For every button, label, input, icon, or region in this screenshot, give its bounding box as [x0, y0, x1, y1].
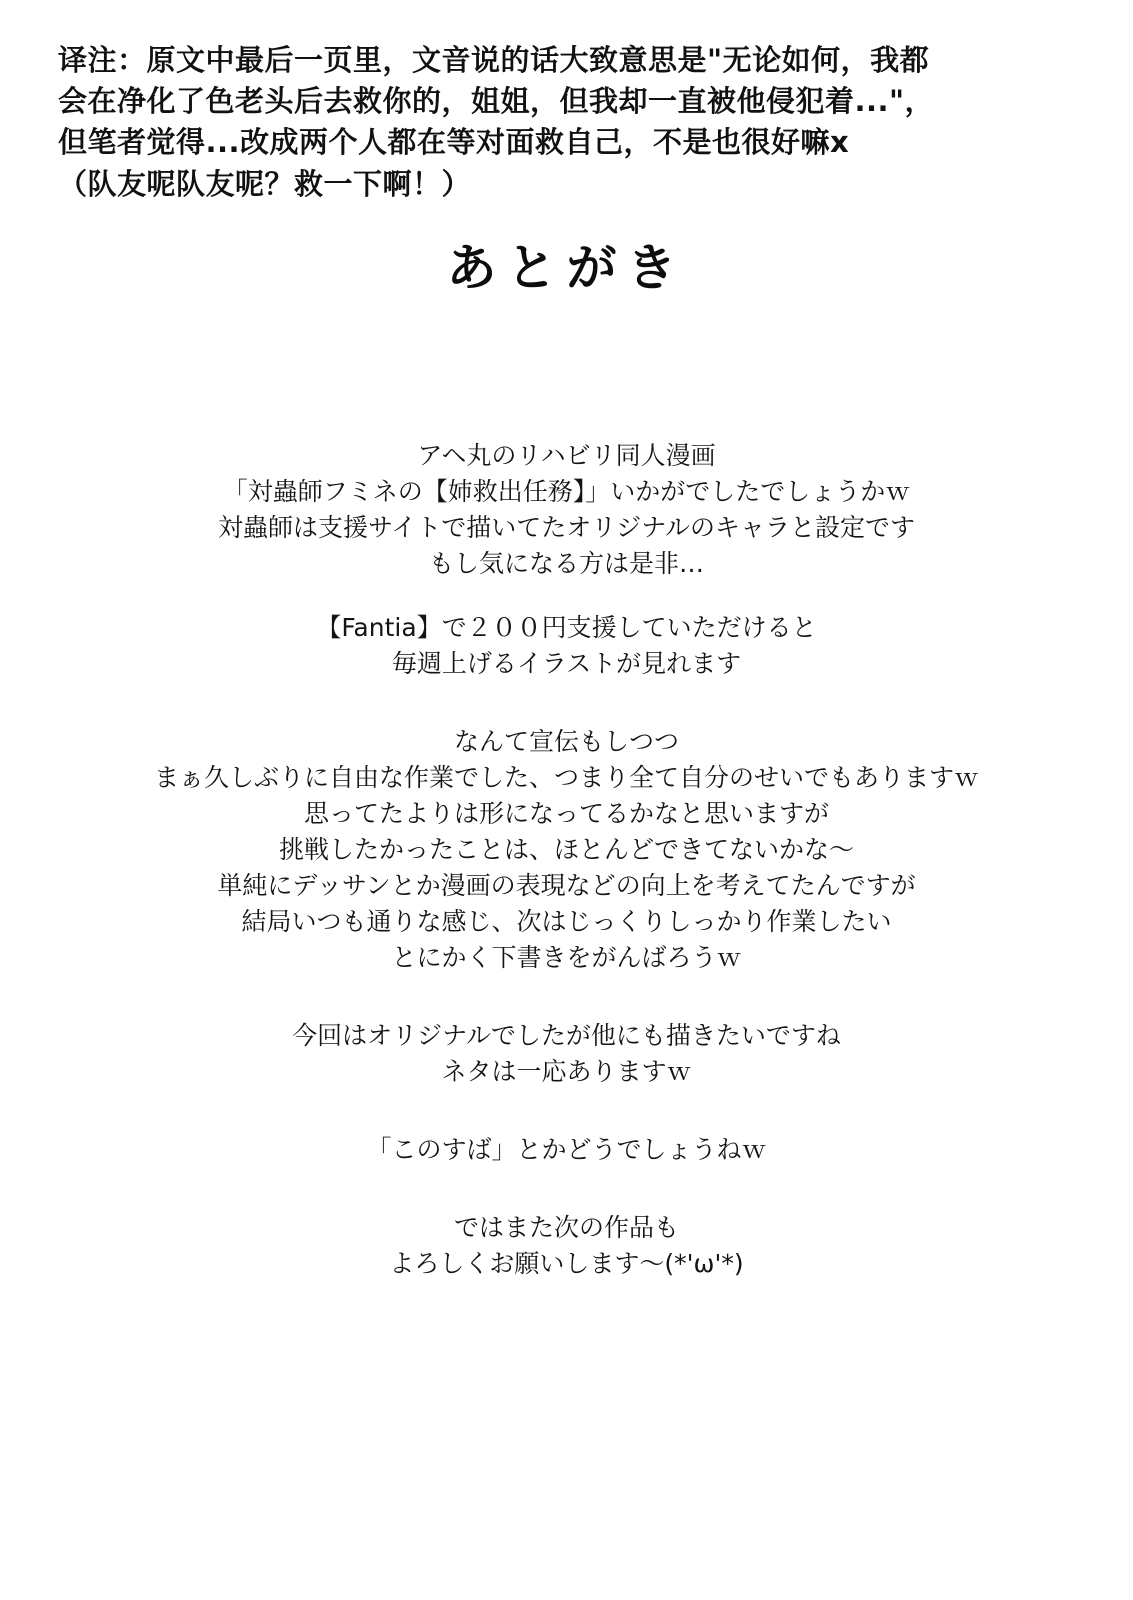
paragraph-line: もし気になる方は是非…	[428, 549, 704, 578]
paragraph-closing	[0, 1210, 1133, 1282]
paragraph-line: 挑戦したかったことは、ほとんどできてないかな〜	[278, 835, 854, 864]
paragraph-line: 毎週上げるイラストが見れます	[391, 649, 742, 678]
paragraph-line: 今回はオリジナルでしたが他にも描きたいですね	[292, 1021, 841, 1050]
translator-note-line: 译注：原文中最后一页里，文音说的话大致意思是"无论如何，我都	[58, 43, 930, 77]
paragraph-line: 対蟲師は支援サイトで描いてたオリジナルのキャラと設定です	[217, 513, 915, 542]
paragraph-reflection	[0, 724, 1133, 976]
paragraph-next-works	[0, 1018, 1133, 1090]
paragraph-line: 「このすば」とかどうでしょうねｗ	[366, 1135, 767, 1164]
afterword-body	[0, 438, 1133, 1310]
translator-note-line: （队友呢队友呢？救一下啊！）	[58, 166, 472, 201]
paragraph-intro	[0, 438, 1133, 582]
translator-note-line: 会在净化了色老头后去救你的，姐姐，但我却一直被他侵犯着..."，	[58, 84, 935, 119]
translator-note-line: 但笔者觉得...改成两个人都在等对面救自己，不是也很好嘛x	[58, 125, 850, 160]
paragraph-line: まぁ久しぶりに自由な作業でした、つまり全て自分のせいでもありますｗ	[153, 763, 979, 792]
paragraph-line: よろしくお願いします〜(*'ω'*)	[389, 1249, 744, 1278]
paragraph-line: 思ってたよりは形になってるかなと思いますが	[303, 799, 829, 828]
paragraph-line: 結局いつも通りな感じ、次はじっくりしっかり作業したい	[241, 907, 892, 936]
translator-note	[58, 40, 1078, 205]
paragraph-support	[0, 610, 1133, 682]
paragraph-line: 「対蟲師フミネの【姉救出任務】」いかがでしたでしょうかｗ	[222, 477, 911, 506]
page-title: あとがき	[446, 239, 687, 297]
paragraph-line: 【Fantia】で２００円支援していただけると	[316, 613, 817, 642]
paragraph-line: とにかく下書きをがんばろうｗ	[391, 943, 742, 972]
paragraph-line: 単純にデッサンとか漫画の表現などの向上を考えてたんですが	[217, 871, 916, 900]
paragraph-line: ではまた次の作品も	[453, 1213, 679, 1242]
paragraph-line: ネタは一応ありますｗ	[441, 1057, 692, 1086]
paragraph-line: なんて宣伝もしつつ	[453, 727, 679, 756]
paragraph-konosuba	[0, 1132, 1133, 1168]
paragraph-line: アヘ丸のリハビリ同人漫画	[417, 441, 716, 470]
